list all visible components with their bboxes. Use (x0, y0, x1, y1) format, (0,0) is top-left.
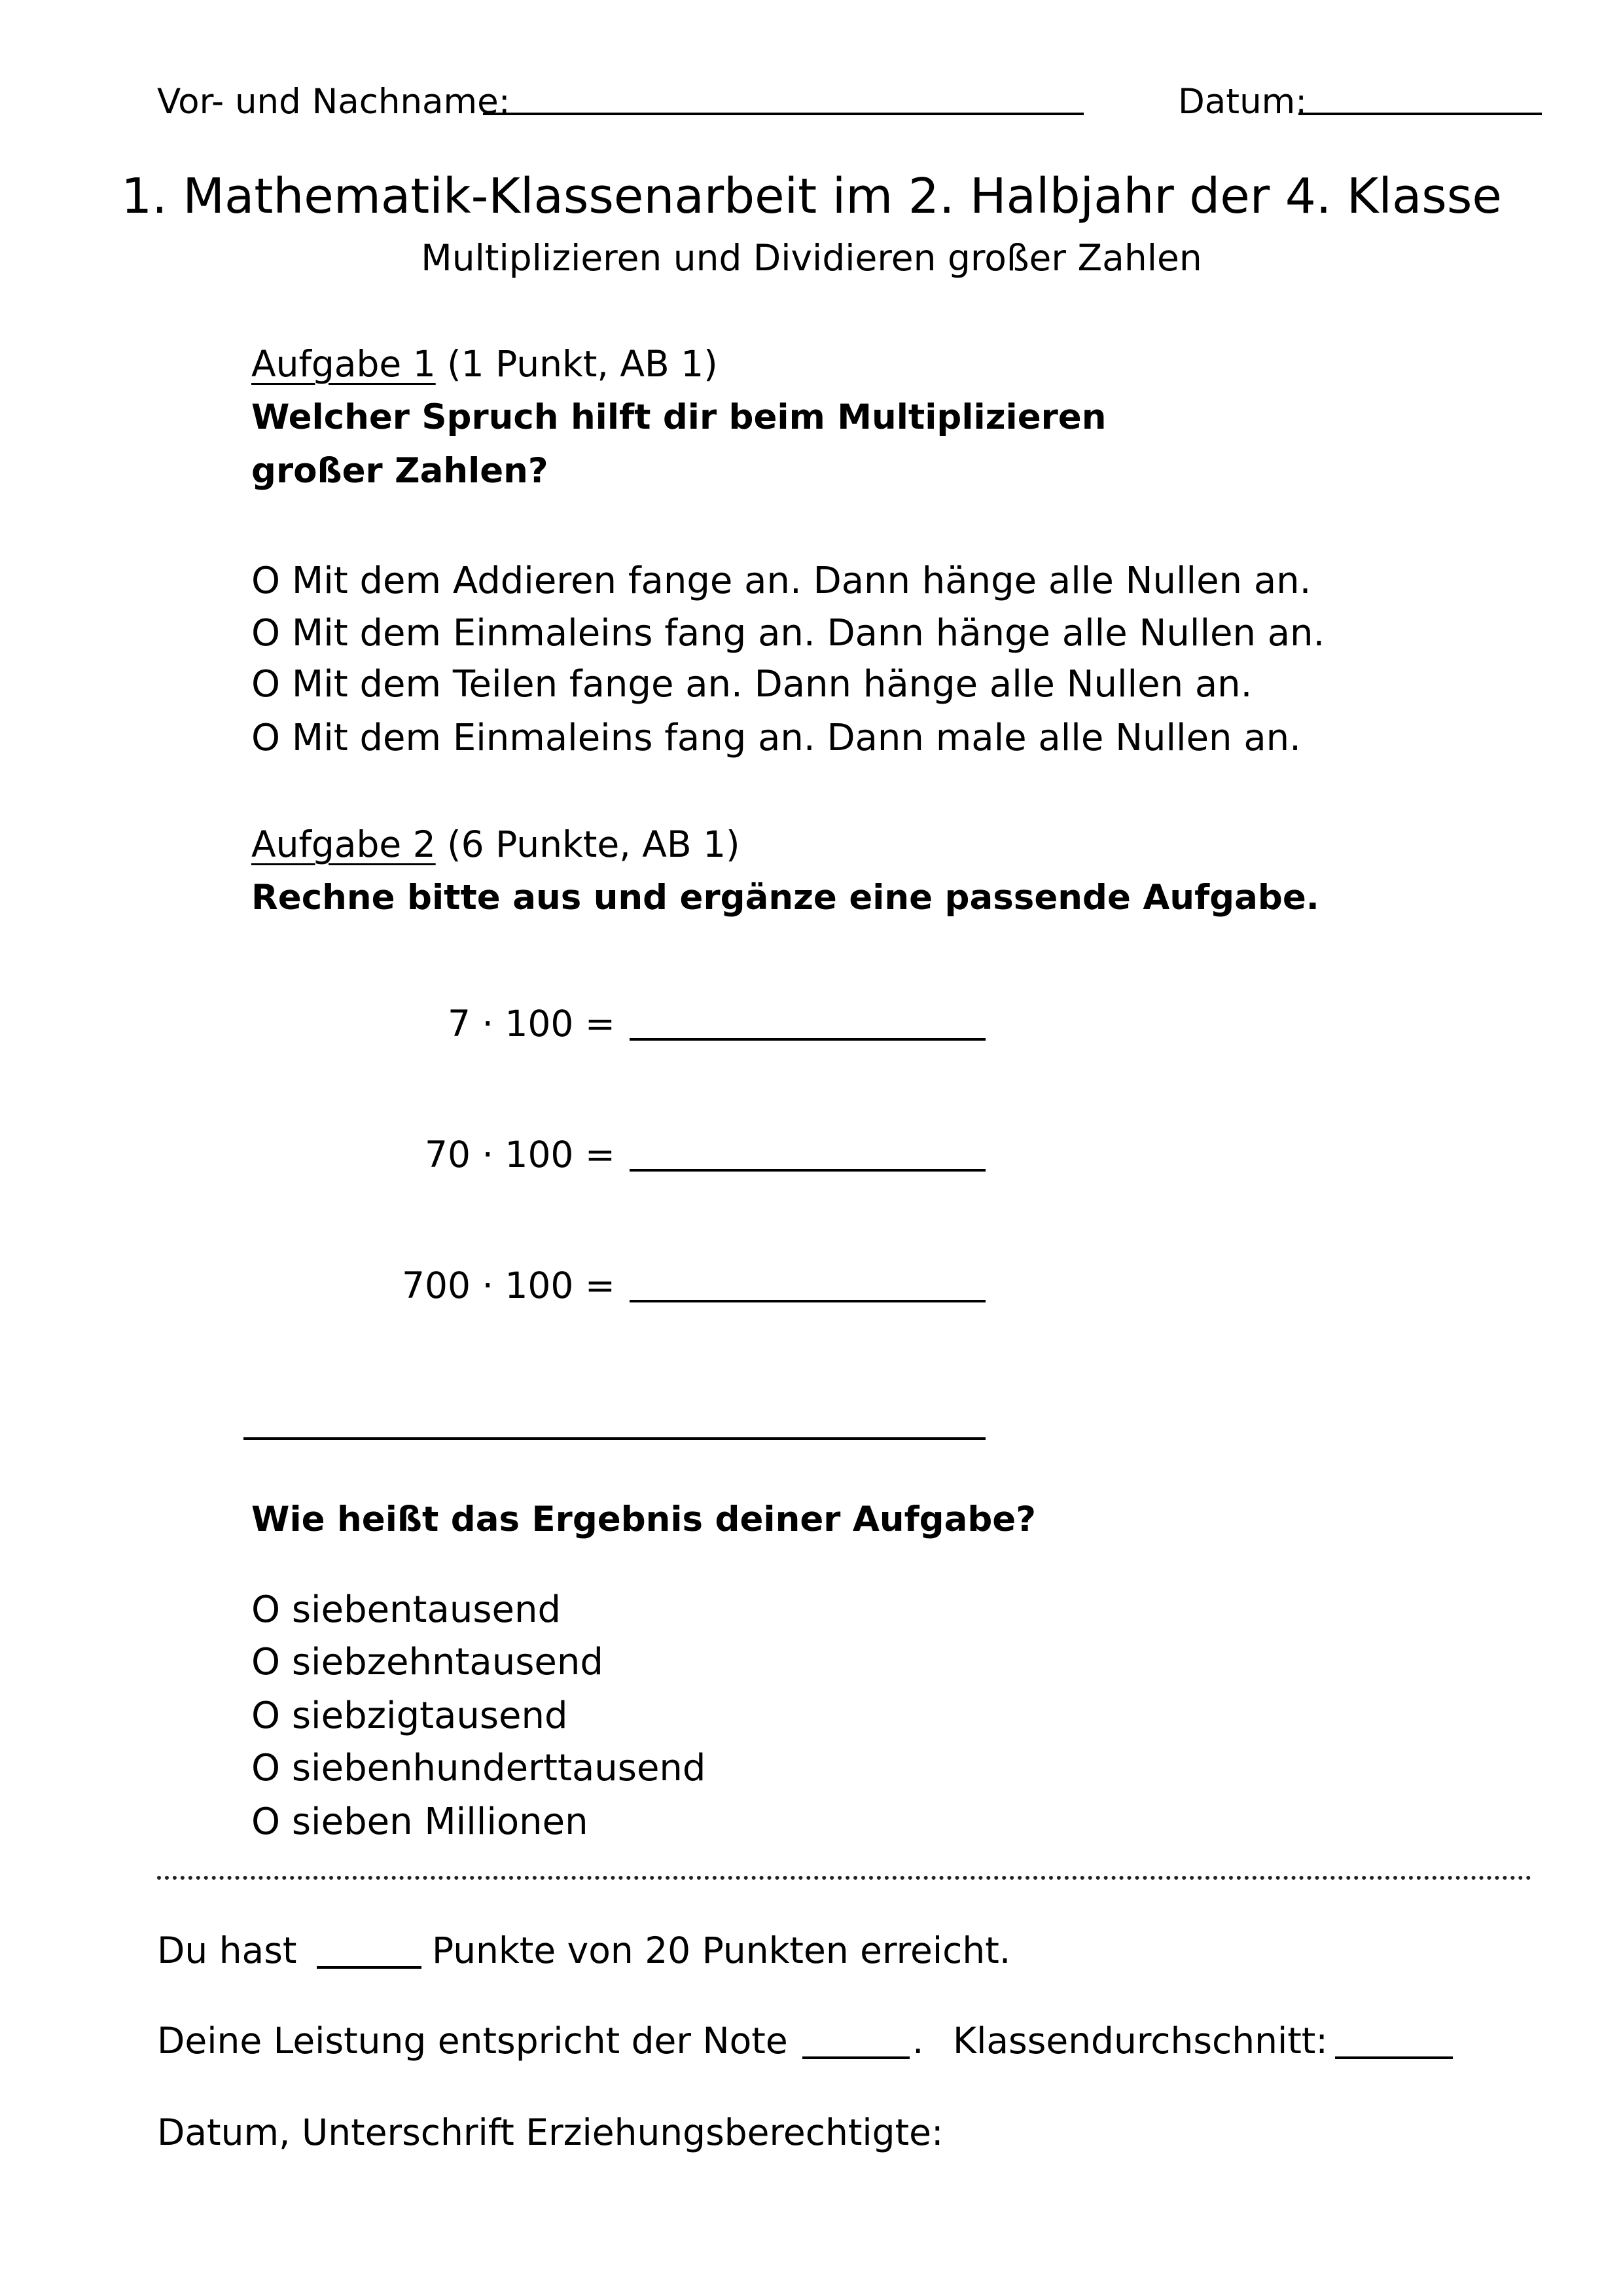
date-field[interactable] (1298, 113, 1542, 115)
signature-label: Datum, Unterschrift Erziehungsberechtigte: (157, 2111, 944, 2153)
dotted-separator (157, 1876, 1531, 1880)
score-field[interactable] (317, 1966, 421, 1969)
task1-option-4[interactable]: O Mit dem Einmaleins fang an. Dann male alle Nullen an. (251, 717, 1301, 759)
equation-3: 700 · 100 = (402, 1265, 615, 1306)
task2-option-1[interactable]: O siebentausend (251, 1588, 561, 1631)
task2-points: (6 Punkte, AB 1) (447, 823, 740, 865)
task2-option-3[interactable]: O siebzigtausend (251, 1695, 568, 1737)
equation-3-answer[interactable] (630, 1300, 986, 1302)
average-field[interactable] (1335, 2056, 1453, 2059)
task2-option-5[interactable]: O sieben Millionen (251, 1801, 588, 1843)
task2-option-4[interactable]: O siebenhunderttausend (251, 1747, 706, 1789)
page-title: 1. Mathematik-Klassenarbeit im 2. Halbjahr der 4. Klasse (121, 168, 1502, 224)
own-task-line[interactable] (243, 1437, 986, 1440)
task1-heading (251, 342, 718, 386)
equation-2: 70 · 100 = (425, 1134, 615, 1175)
grade-prefix: Deine Leistung entspricht der Note (157, 2020, 788, 2062)
task1-label: Aufgabe 1 (251, 343, 436, 385)
task1-option-1[interactable]: O Mit dem Addieren fange an. Dann hänge alle Nullen an. (251, 560, 1311, 602)
task2-label: Aufgabe 2 (251, 823, 436, 865)
grade-dot: . (912, 2020, 924, 2062)
equation-2-answer[interactable] (630, 1169, 986, 1172)
task1-points: (1 Punkt, AB 1) (447, 343, 718, 385)
task2-instruction: Rechne bitte aus und ergänze eine passende Aufgabe. (251, 878, 1319, 918)
task2-option-2[interactable]: O siebzehntausend (251, 1641, 603, 1683)
task1-question-line2: großer Zahlen? (251, 451, 548, 491)
equation-1-answer[interactable] (630, 1038, 986, 1041)
task1-option-2[interactable]: O Mit dem Einmaleins fang an. Dann hänge alle Nullen an. (251, 612, 1325, 655)
page-subtitle: Multiplizieren und Dividieren großer Zahlen (421, 237, 1202, 279)
name-field[interactable] (483, 113, 1084, 115)
grade-field[interactable] (802, 2056, 910, 2059)
task2-heading (251, 822, 740, 867)
date-label: Datum: (1178, 82, 1308, 122)
equation-1: 7 · 100 = (448, 1003, 615, 1045)
task1-option-3[interactable]: O Mit dem Teilen fange an. Dann hänge alle Nullen an. (251, 663, 1253, 706)
name-label: Vor- und Nachname: (157, 82, 510, 122)
task2-question: Wie heißt das Ergebnis deiner Aufgabe? (251, 1499, 1036, 1539)
score-suffix: Punkte von 20 Punkten erreicht. (432, 1929, 1011, 1971)
average-label: Klassendurchschnitt: (953, 2020, 1328, 2062)
task1-question-line1: Welcher Spruch hilft dir beim Multiplizieren (251, 397, 1107, 437)
score-prefix: Du hast (157, 1929, 297, 1971)
